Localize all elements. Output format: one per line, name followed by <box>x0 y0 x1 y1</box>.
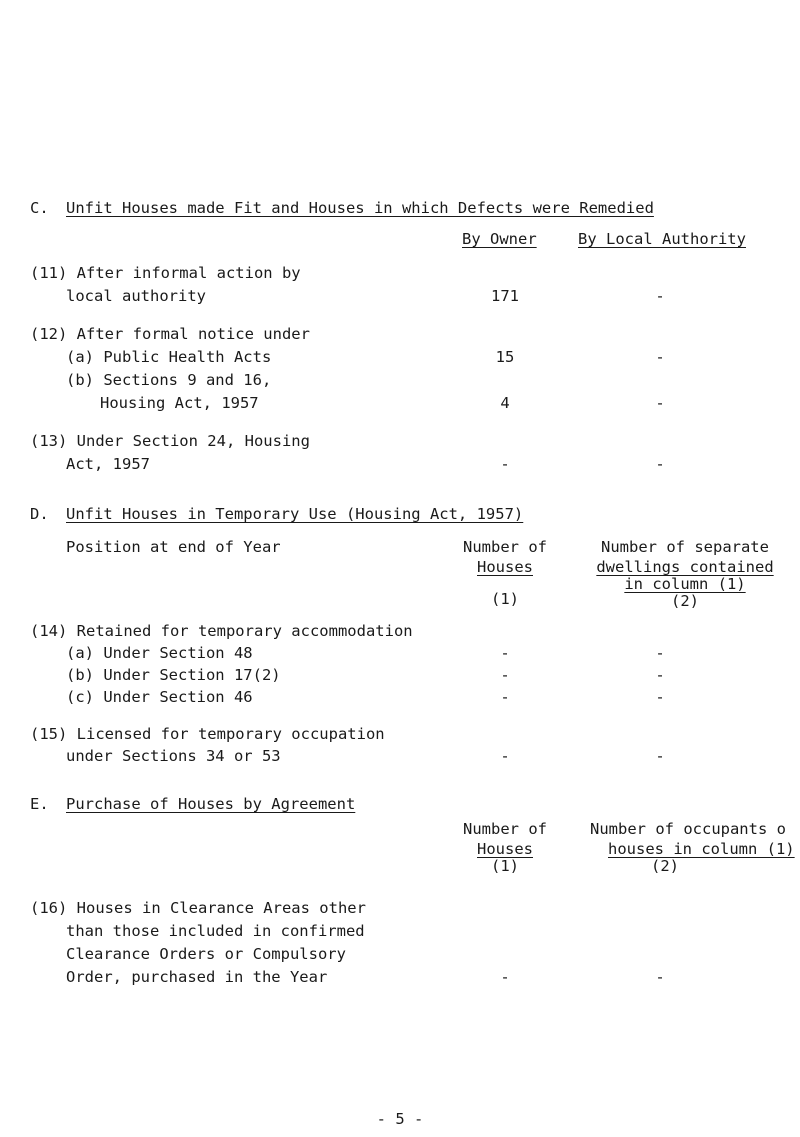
row-12-b-line2: Housing Act, 1957 <box>100 394 259 412</box>
section-d-col2-header-line3: in column (1) <box>624 575 746 593</box>
row-12-b-authority-value: - <box>655 394 665 412</box>
row-11-line1: (11) After informal action by <box>30 264 301 282</box>
row-12-b: (b) Sections 9 and 16, <box>66 371 272 389</box>
section-d-col2-number: (2) <box>671 592 699 610</box>
section-e-col1-header-line1: Number of <box>463 820 547 838</box>
section-e-col2-number: (2) <box>651 857 679 875</box>
row-12-a-authority-value: - <box>655 348 665 366</box>
section-d-col2-header-line1: Number of separate <box>601 538 769 556</box>
row-14-c-houses-value: - <box>500 688 510 706</box>
row-14-a: (a) Under Section 48 <box>66 644 253 662</box>
row-15-line1: (15) Licensed for temporary occupation <box>30 725 385 743</box>
section-d-col1-header-line2: Houses <box>477 558 533 576</box>
row-15-houses-value: - <box>500 747 510 765</box>
row-11-owner-value: 171 <box>491 287 519 305</box>
row-14-b: (b) Under Section 17(2) <box>66 666 281 684</box>
section-e-col2-header-line2: houses in column (1) <box>608 840 795 858</box>
section-e-col1-number: (1) <box>491 857 519 875</box>
section-e-col2-header-line1: Number of occupants o <box>590 820 786 838</box>
row-12-line1: (12) After formal notice under <box>30 325 310 343</box>
row-12-b-owner-value: 4 <box>500 394 510 412</box>
row-15-dwellings-value: - <box>655 747 665 765</box>
section-e-col1-header-line2: Houses <box>477 840 533 858</box>
section-e-title: Purchase of Houses by Agreement <box>66 795 356 813</box>
page-number: - 5 - <box>376 1110 424 1128</box>
row-16-houses-value: - <box>500 968 510 986</box>
section-d-letter: D. <box>30 505 49 523</box>
row-16-line4: Order, purchased in the Year <box>66 968 328 986</box>
section-c-col2-header: By Local Authority <box>578 230 746 248</box>
row-16-line3: Clearance Orders or Compulsory <box>66 945 346 963</box>
section-d-col1-header-line1: Number of <box>463 538 547 556</box>
section-d-title: Unfit Houses in Temporary Use (Housing Act, 1957) <box>66 505 524 523</box>
row-13-line2: Act, 1957 <box>66 455 150 473</box>
section-d-position-label: Position at end of Year <box>66 538 281 556</box>
row-14-b-dwellings-value: - <box>655 666 665 684</box>
row-16-line2: than those included in confirmed <box>66 922 365 940</box>
row-13-owner-value: - <box>500 455 510 473</box>
row-14-line1: (14) Retained for temporary accommodation <box>30 622 413 640</box>
row-13-line1: (13) Under Section 24, Housing <box>30 432 310 450</box>
section-d-col1-number: (1) <box>491 590 519 608</box>
row-14-a-dwellings-value: - <box>655 644 665 662</box>
section-c-title: Unfit Houses made Fit and Houses in which Defects were Remedied <box>66 199 654 217</box>
row-14-b-houses-value: - <box>500 666 510 684</box>
row-14-c: (c) Under Section 46 <box>66 688 253 706</box>
row-14-a-houses-value: - <box>500 644 510 662</box>
row-16-occupants-value: - <box>655 968 665 986</box>
row-15-line2: under Sections 34 or 53 <box>66 747 281 765</box>
section-d-col2-header-line2: dwellings contained <box>596 558 774 576</box>
row-12-a: (a) Public Health Acts <box>66 348 272 366</box>
row-11-authority-value: - <box>655 287 665 305</box>
row-14-c-dwellings-value: - <box>655 688 665 706</box>
row-16-line1: (16) Houses in Clearance Areas other <box>30 899 366 917</box>
row-11-line2: local authority <box>66 287 206 305</box>
section-c-col1-header: By Owner <box>462 230 537 248</box>
row-12-a-owner-value: 15 <box>495 348 515 366</box>
row-13-authority-value: - <box>655 455 665 473</box>
section-c-letter: C. <box>30 199 49 217</box>
section-e-letter: E. <box>30 795 49 813</box>
